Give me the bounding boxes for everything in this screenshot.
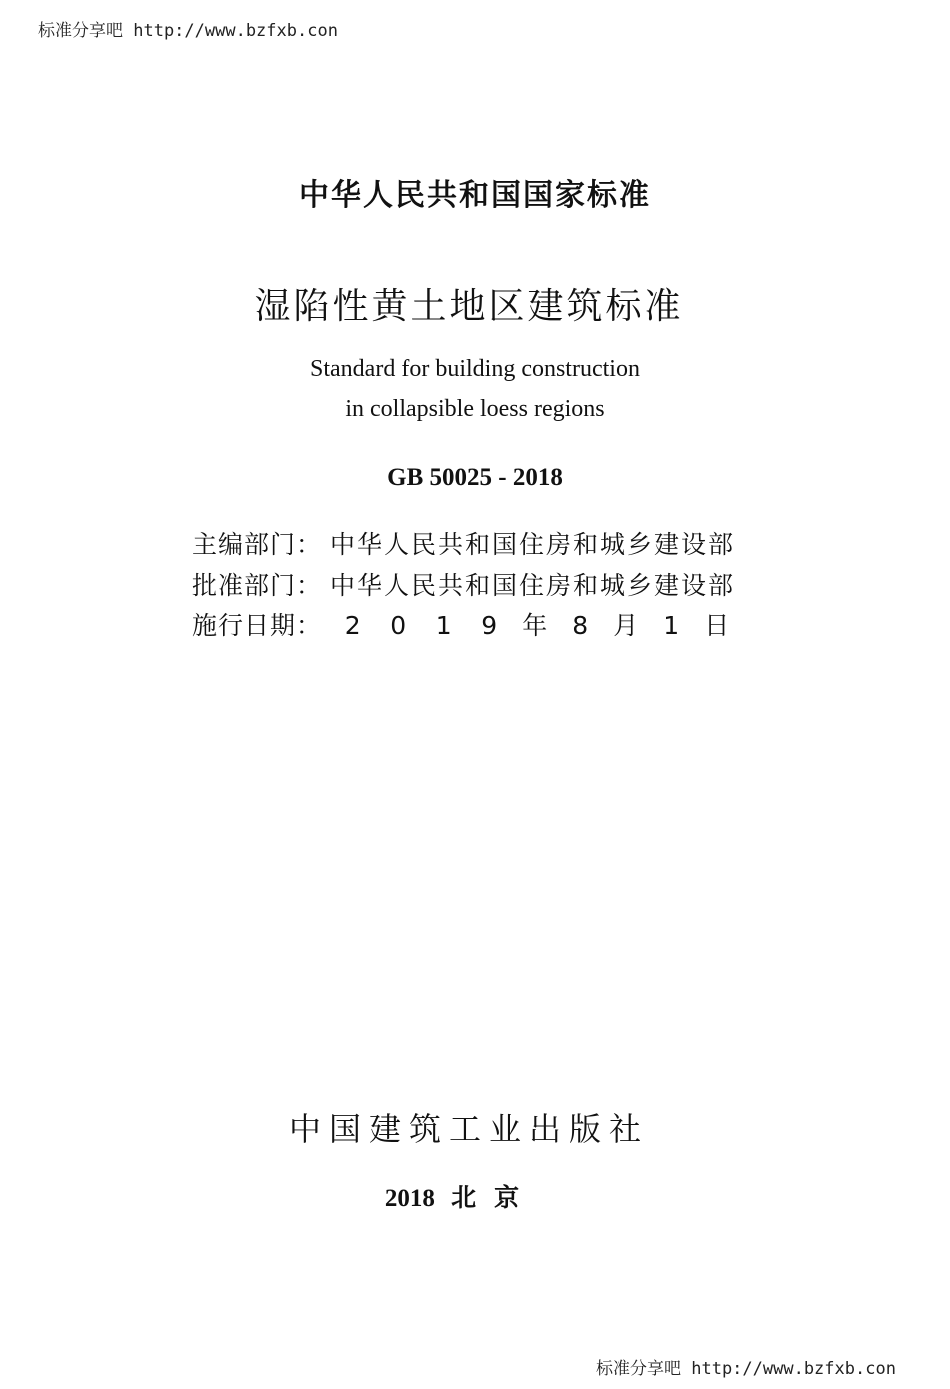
watermark-bottom: 标准分享吧 http://www.bzfxb.con [596, 1359, 896, 1379]
document-title-english-line2: in collapsible loess regions [345, 396, 605, 422]
standard-code: GB 50025 - 2018 [387, 464, 563, 491]
date-char: 日 [704, 611, 730, 640]
date-char: 1 [435, 611, 452, 640]
chief-editor-label: 主编部门： [192, 530, 323, 559]
imprint-year: 2018 [384, 1185, 435, 1212]
effective-date-row [192, 606, 740, 642]
imprint [0, 1178, 936, 1214]
chief-editor-row [192, 525, 735, 561]
watermark-top: 标准分享吧 http://www.bzfxb.con [38, 21, 338, 41]
chief-editor-value: 中华人民共和国住房和城乡建设部 [330, 530, 736, 559]
date-char: 0 [390, 611, 407, 640]
date-char: 1 [663, 611, 680, 640]
document-title-english-line1: Standard for building construction [310, 356, 640, 382]
imprint-city: 北京 [451, 1183, 538, 1212]
national-standard-heading: 中华人民共和国国家标准 [299, 178, 651, 213]
date-char: 2 [344, 611, 361, 640]
date-char: 月 [613, 611, 639, 640]
date-char: 8 [572, 611, 589, 640]
date-char: 年 [522, 611, 548, 640]
date-char: 9 [481, 611, 498, 640]
approver-label: 批准部门： [192, 571, 323, 600]
approver-row [192, 566, 735, 602]
publisher-name: 中国建筑工业出版社 [288, 1110, 649, 1148]
effective-date-value [330, 606, 740, 642]
document-title-chinese: 湿陷性黄土地区建筑标准 [254, 286, 684, 327]
effective-date-label: 施行日期： [192, 611, 323, 640]
approver-value: 中华人民共和国住房和城乡建设部 [330, 571, 736, 600]
